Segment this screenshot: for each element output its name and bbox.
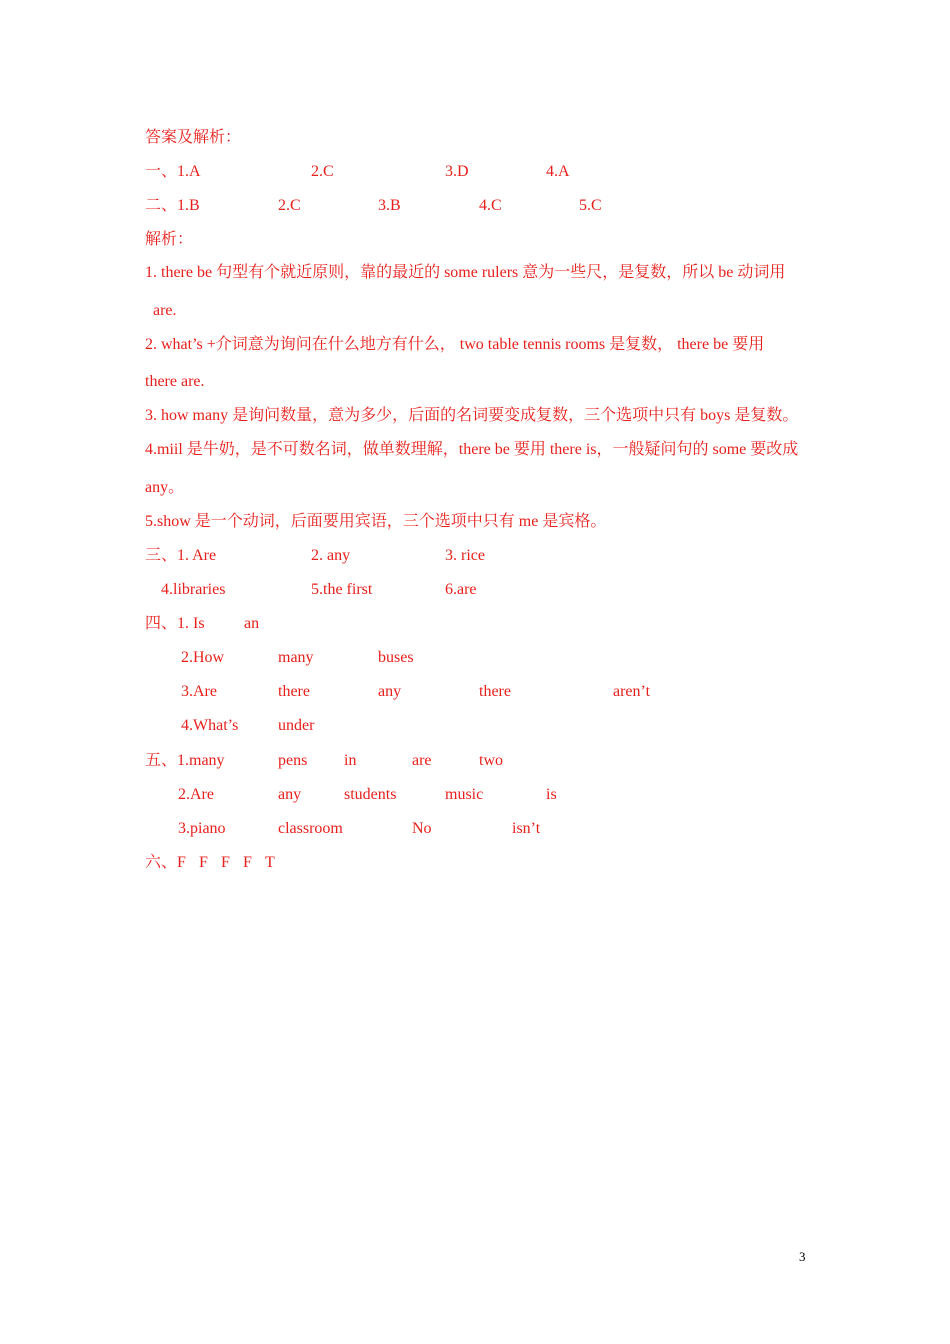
section-1-answer: 4.A — [546, 163, 570, 180]
analysis-line: any。 — [145, 479, 185, 496]
section-4-answer: 2.How — [181, 649, 225, 666]
section-4-answer: 4.What’s — [181, 717, 239, 734]
section-3-answer: 4.libraries — [161, 581, 226, 598]
section-5-answer: any — [278, 786, 302, 803]
section-3-answer: 1. Are — [177, 547, 217, 564]
section-4-answer: many — [278, 649, 314, 666]
analysis-line: there are. — [145, 373, 205, 390]
section-5-answer: 3.piano — [178, 820, 226, 837]
page-number: 3 — [799, 1249, 806, 1264]
section-5-answer: 2.Are — [178, 786, 214, 803]
section-5-answer: 1.many — [177, 752, 225, 769]
section-5-prefix: 五、 — [145, 752, 178, 769]
analysis-line: 1. there be 句型有个就近原则，靠的最近的 some rulers 意为一些尺，是复数，所以 be 动词用 — [145, 264, 786, 281]
section-3-answer: 2. any — [311, 547, 351, 564]
section-2-answer: 1.B — [177, 197, 200, 214]
analysis-line: 5.show 是一个动词，后面要用宾语，三个选项中只有 me 是宾格。 — [145, 513, 607, 530]
section-1-answer: 3.D — [445, 163, 469, 180]
section-1-answer: 2.C — [311, 163, 334, 180]
section-6-answer: F — [243, 854, 252, 871]
section-5-answer: is — [546, 786, 557, 803]
section-3-answer: 6.are — [445, 581, 477, 598]
section-5-answer: are — [412, 752, 432, 769]
analysis-line: 2. what’s +介词意为询问在什么地方有什么， two table tennis rooms 是复数， there be 要用 — [145, 336, 765, 353]
section-5-answer: No — [412, 820, 432, 837]
section-4-answer: there — [278, 683, 310, 700]
section-6-prefix: 六、 — [145, 854, 178, 871]
section-5-answer: in — [344, 752, 357, 769]
section-4-answer: 1. Is — [177, 615, 205, 632]
section-4-answer: there — [479, 683, 511, 700]
section-4-answer: buses — [378, 649, 414, 666]
section-2-answer: 5.C — [579, 197, 602, 214]
section-2-answer: 2.C — [278, 197, 301, 214]
section-1-answer: 1.A — [177, 163, 201, 180]
analysis-line: 3. how many 是询问数量，意为多少，后面的名词要变成复数，三个选项中只有 boys 是复数。 — [145, 407, 799, 424]
section-5-answer: pens — [278, 752, 308, 769]
section-3-answer: 3. rice — [445, 547, 485, 564]
section-6-answer: F — [177, 854, 186, 871]
section-4-answer: 3.Are — [181, 683, 217, 700]
section-4-answer: any — [378, 683, 402, 700]
section-6-answer: T — [265, 854, 275, 871]
section-5-answer: music — [445, 786, 484, 803]
analysis-line: 4.miil 是牛奶，是不可数名词，做单数理解，there be 要用 there is，一般疑问句的 some 要改成 — [145, 441, 799, 458]
section-4-prefix: 四、 — [145, 615, 178, 632]
section-2-answer: 4.C — [479, 197, 502, 214]
analysis-label: 解析： — [145, 231, 194, 248]
answer-heading: 答案及解析： — [145, 129, 242, 146]
section-5-answer: isn’t — [512, 820, 541, 837]
section-4-answer: under — [278, 717, 315, 734]
section-3-answer: 5.the first — [311, 581, 373, 598]
section-4-answer: an — [244, 615, 260, 632]
section-5-answer: classroom — [278, 820, 343, 837]
section-2-prefix: 二、 — [145, 197, 178, 214]
section-2-answer: 3.B — [378, 197, 401, 214]
section-6-answer: F — [199, 854, 208, 871]
section-6-answer: F — [221, 854, 230, 871]
section-1-prefix: 一、 — [145, 163, 178, 180]
section-3-prefix: 三、 — [145, 547, 178, 564]
section-4-answer: aren’t — [613, 683, 651, 700]
section-5-answer: two — [479, 752, 503, 769]
analysis-line: are. — [153, 302, 177, 319]
section-5-answer: students — [344, 786, 397, 803]
